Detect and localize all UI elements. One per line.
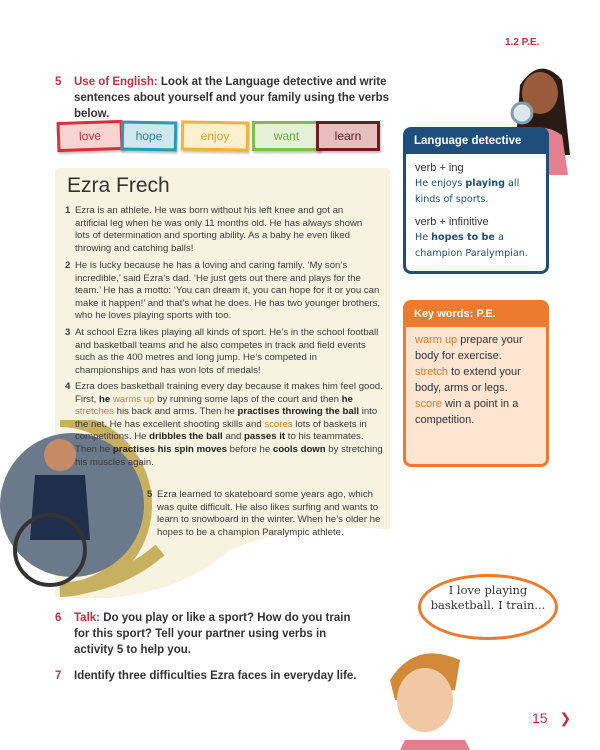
paragraph-text: He is lucky because he has a loving and caring family. ‘My son’s incredible,’ said Ezra’s dad. ‘He just gets out there and plays for the team.’ He has a motto: ‘You can dream it, you can hope for it or you can make it happen!’ and that’s what he does. He has two younger brothers, who he loves playing sports with too.	[75, 260, 381, 322]
paragraph-text: and	[222, 431, 245, 443]
paragraph-text: Ezra does basketball training every day because it makes him feel good. First,	[75, 381, 383, 405]
key-word-highlight: stretches	[75, 406, 114, 418]
task-text: Do you play or like a sport? How do you train for this sport? Tell your partner using verbs in activity 5 to help you.	[74, 612, 351, 656]
bold-phrase: passes it	[244, 431, 286, 443]
page-number	[532, 710, 571, 727]
paragraph-1	[65, 205, 375, 255]
key-words-title: Key words: P.E.	[406, 303, 546, 327]
key-word: score	[415, 398, 442, 410]
paragraph-text: Ezra is an athlete. He was born without his left knee and got an artificial leg when he was only 11 months old. He has always shown lots of determination and sporting ability. As a baby he even liked throwing and catching balls!	[75, 205, 363, 254]
verb-card-hope: hope	[121, 121, 178, 152]
paragraph-number: 2	[65, 260, 71, 271]
key-word-highlight: warms up	[112, 393, 155, 405]
task-text: Identify three difficulties Ezra faces in everyday life.	[74, 670, 357, 682]
bold-phrase: practises throwing the ball	[237, 406, 360, 418]
language-detective-title: Language detective	[406, 130, 546, 154]
passage-title: Ezra Frech	[67, 174, 170, 197]
athlete-photo	[44, 439, 76, 471]
task-6	[55, 610, 355, 658]
task-number: 5	[55, 76, 62, 88]
task-7	[55, 668, 385, 684]
task-label: Use of English:	[74, 76, 158, 88]
paragraph-text: into the net. He has excellent shooting skills and	[75, 406, 378, 430]
paragraph-text: to his teammates. Then he	[75, 431, 364, 455]
key-words-box	[403, 300, 549, 467]
paragraph-text: his back and arms. Then he	[113, 406, 238, 418]
example-text: He	[415, 232, 432, 243]
task-number: 7	[55, 670, 62, 682]
paragraph-text: At school Ezra likes playing all kinds of sport. He’s in the school football and basketball teams and he also competes in track and field events such as the 400 metres and long jump. He’s competed in championships and has won lots of medals!	[75, 327, 379, 376]
verb-card-learn: learn	[316, 121, 380, 151]
paragraph-text: by stretching his muscles again.	[75, 443, 383, 468]
example-2	[415, 230, 537, 262]
paragraph-text: Ezra learned to skateboard some years ago, which was quite difficult. He also likes surfing and wants to learn to snowboard in the winter. When he’s older he hopes to be a champion Paralympic athlete.	[157, 489, 381, 538]
bold-phrase: he	[341, 393, 353, 405]
unit-label: 1.2 P.E.	[505, 37, 540, 48]
key-word-item	[415, 364, 537, 396]
paragraph-text: by running some laps of the court and then	[154, 393, 342, 405]
example-highlight: hopes to be	[431, 232, 495, 243]
paragraph-5	[147, 489, 382, 539]
key-word-item	[415, 332, 537, 364]
key-word-item	[415, 396, 537, 428]
next-page-chevron-icon[interactable]: ❯	[559, 710, 572, 726]
page-number-text: 15	[532, 710, 548, 726]
key-word-definition: to extend your body, arms or legs.	[415, 366, 521, 394]
bold-phrase: he	[98, 393, 113, 405]
bold-phrase: dribbles the ball	[149, 431, 223, 443]
paragraph-text: before he	[226, 443, 273, 455]
bold-phrase: practises his spin moves	[112, 443, 227, 455]
paragraph-text: lots of baskets in competitions. He	[75, 418, 367, 443]
example-text: He enjoys	[415, 178, 466, 189]
key-word: stretch	[415, 366, 449, 378]
example-1	[415, 176, 537, 208]
example-highlight: playing	[465, 178, 505, 189]
key-word: warm up	[415, 334, 458, 346]
task-text: Look at the Language detective and write sentences about yourself and your family using the verbs below.	[74, 76, 390, 120]
key-word-definition: prepare your body for exercise.	[415, 334, 523, 362]
verb-card-enjoy: enjoy	[181, 120, 250, 151]
paragraph-number: 4	[65, 381, 71, 392]
task-5	[55, 74, 415, 122]
bold-phrase: cools down	[272, 443, 326, 455]
paragraph-number: 5	[147, 489, 153, 500]
key-word-highlight: scores	[264, 418, 293, 430]
language-detective-box	[403, 127, 549, 274]
paragraph-3	[65, 327, 380, 377]
speech-bubble: I love playing basketball. I train...	[418, 574, 558, 640]
rule-verb-infinitive: verb + infinitive	[415, 216, 489, 228]
verb-card-want: want	[252, 121, 321, 151]
paragraph-number: 1	[65, 205, 71, 216]
boy-illustration	[385, 640, 495, 750]
paragraph-number: 3	[65, 327, 71, 338]
example-text: a champion Paralympian.	[415, 232, 528, 259]
example-text: all kinds of sports.	[415, 178, 520, 205]
paragraph-2	[65, 260, 385, 323]
paragraph-4	[65, 381, 385, 469]
task-label: Talk:	[74, 612, 100, 624]
task-number: 6	[55, 612, 62, 624]
key-word-definition: win a point in a competition.	[415, 398, 519, 426]
verb-card-love: love	[56, 120, 123, 152]
rule-verb-ing: verb + ing	[415, 162, 464, 174]
